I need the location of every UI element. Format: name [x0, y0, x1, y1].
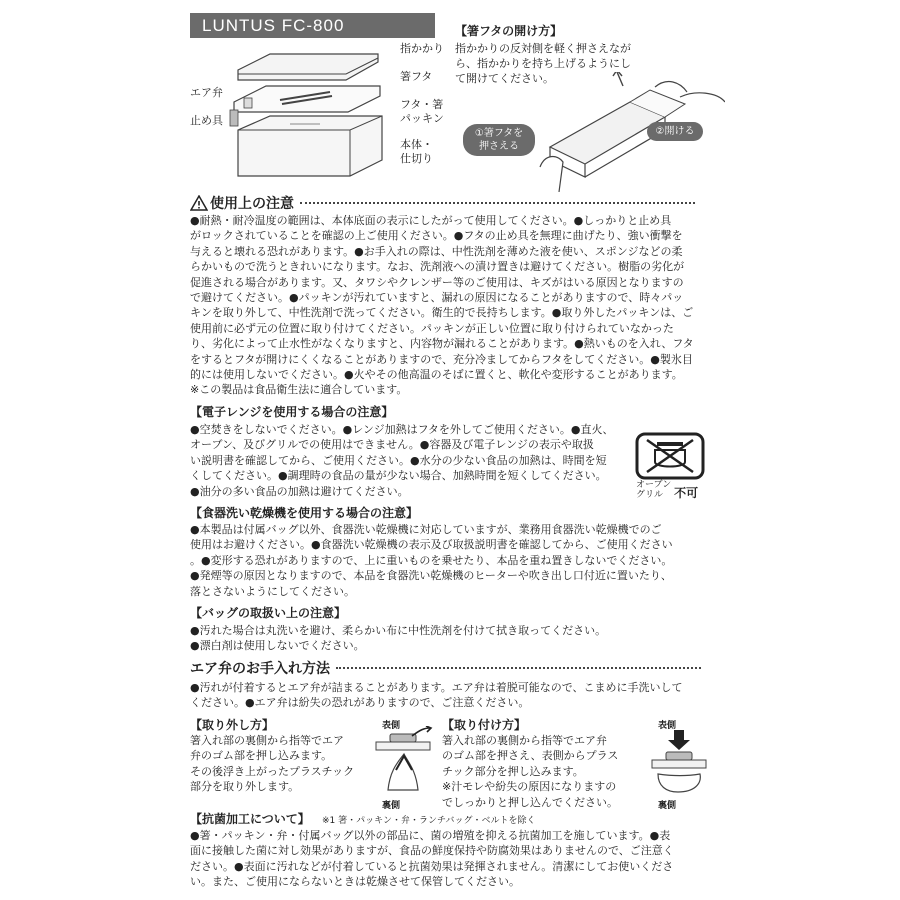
attach-line: チック部分を押し込みます。: [442, 764, 584, 778]
chopstick-lid-title: 【箸フタの開け方】: [455, 24, 563, 38]
step2-label: ②開ける: [655, 126, 695, 137]
dishwasher-line: ●本製品は付属バッグ以外、食器洗い乾燥機に対応していますが、業務用食器洗い乾燥機でのご: [190, 523, 662, 536]
bag-line: ●汚れた場合は丸洗いを避け、柔らかい布に中性洗剤を付けて拭き取ってください。: [190, 624, 607, 637]
step1-label: ①箸フタを 押さえる: [474, 128, 524, 152]
heading-rule: [336, 667, 701, 669]
oven-grill-big: 不可: [674, 486, 699, 500]
remove-line: その後浮き上がったプラスチック: [190, 764, 355, 778]
remove-front-label: 表側: [382, 721, 401, 731]
dishwasher-body: [190, 522, 673, 599]
heading-rule: [300, 202, 695, 204]
remove-valve-illustration: [372, 726, 434, 798]
attach-line: でしっかりと押し込んでください。: [442, 795, 618, 809]
microwave-line: ●空焚きをしないでください。●レンジ加熱はフタを外してご使用ください。●直火、: [190, 423, 614, 436]
antibacterial-line: 面に接触した菌に対し効果がありますが、食品の鮮度保持や防腐効果はありませんので、ご注意く: [190, 844, 674, 858]
dishwasher-line: 使用はお避けください。●食器洗い乾燥機の表示及び取扱説明書を確認してから、ご使用ください: [190, 538, 673, 552]
label-chopstick-lid: 箸フタ: [400, 70, 433, 83]
dishwasher-title: 【食器洗い乾燥機を使用する場合の注意】: [190, 506, 419, 520]
remove-body: [190, 733, 354, 795]
bag-body: [190, 623, 606, 654]
precaution-line: をするとフタが開けにくくなることがありますので、充分冷ましてからフタをしてください。●製氷目: [190, 352, 693, 366]
precaution-line: で避けてください。●パッキンが汚れていますと、漏れの原因になることがありますので、時々パッ: [190, 291, 684, 305]
airvalve-line: ●汚れが付着するとエア弁が詰まることがあります。エア弁は着脱可能なので、こまめに手洗いして: [190, 681, 683, 694]
remove-line: 弁のゴム部を押し込みます。: [190, 749, 333, 763]
label-body: 本体・: [400, 138, 433, 151]
precautions-title: 使用上の注意: [210, 196, 294, 212]
precaution-line: ●耐熱・耐冷温度の範囲は、本体底面の表示にしたがって使用してください。●しっかりと止め具: [190, 214, 672, 227]
attach-valve-illustration: [648, 730, 710, 800]
antibacterial-note: ※1 箸・パッキン・弁・ランチバッグ・ベルトを除く: [322, 816, 536, 826]
precautions-heading: [190, 193, 695, 213]
label-lock: 止め具: [190, 114, 223, 127]
attach-back-label: 裏側: [658, 801, 677, 811]
precautions-body: [190, 213, 694, 398]
microwave-line: くしてください。●調理時の食品の量が少ない場合、加熱時間を短くしてください。: [190, 469, 607, 483]
microwave-line: オーブン、及びグリルでの使用はできません。●容器及び電子レンジの表示や取扱: [190, 438, 594, 452]
label-lid-chopstick: フタ・箸: [400, 98, 444, 111]
remove-back-label: 裏側: [382, 801, 401, 811]
precaution-line: キンを取り外して、中性洗剤で洗ってください。衛生的で長持ちします。●取り外したパッキンは、ご: [190, 306, 694, 320]
microwave-title: 【電子レンジを使用する場合の注意】: [190, 405, 394, 419]
attach-line: ※汁モレや紛失の原因になりますの: [442, 780, 617, 794]
precaution-line: がロックされていることを確認の上ご使用ください。●フタの止め具を無理に曲げたり、強い衝撃を: [190, 229, 683, 243]
model-badge: LUNTUS FC-800: [190, 13, 435, 38]
remove-line: 箸入れ部の裏側から指等でエア: [190, 734, 344, 747]
remove-line: 部分を取り外します。: [190, 780, 300, 794]
product-diagram: [190, 40, 460, 190]
step2-pill: [647, 122, 703, 141]
precaution-line: ※この製品は食品衛生法に適合しています。: [190, 383, 408, 397]
dishwasher-line: ●発煙等の原因となりますので、本品を食器洗い乾燥機のヒーターや吹き出し口付近に置いたり、: [190, 569, 672, 583]
chopstick-lid-desc: 指かかりの反対側を軽く押さえながら、指かかりを持ち上げるようにして開けてください。: [455, 42, 631, 85]
airvalve-body: [190, 680, 683, 711]
chopstick-lid-instructions: [455, 22, 725, 192]
antibacterial-title: 【抗菌加工について】: [190, 812, 310, 826]
label-packing: パッキン: [400, 112, 444, 125]
label-air-valve: エア弁: [190, 86, 223, 99]
oven-grill-label: [636, 480, 698, 500]
precaution-line: 促進される場合があります。又、タワシやクレンザー等のご使用は、キズがはいる原因となりますの: [190, 275, 684, 289]
antibacterial-line: い。また、ご使用にならないときは乾燥させて保管してください。: [190, 875, 520, 889]
precaution-line: 使用前に必ず元の位置に取り付けてください。パッキンが正しい位置に取り付けられていなかった: [190, 321, 674, 335]
oven-grill-small: オーブン グリル: [636, 480, 672, 500]
attach-title: 【取り付け方】: [442, 718, 527, 732]
warning-icon: [190, 195, 208, 211]
precaution-line: 的には使用しないでください。●火やその他高温のそばに置くと、軟化や変形することがあります。: [190, 368, 683, 382]
attach-line: 箸入れ部の裏側から指等でエア弁: [442, 734, 607, 747]
antibacterial-line: ださい。●表面に汚れなどが付着していると抗菌効果は発揮されません。清潔にしてお使いくださ: [190, 859, 674, 873]
label-divider: 仕切り: [400, 152, 433, 165]
airvalve-heading: [190, 658, 701, 678]
dishwasher-line: 落とさないようにしてください。: [190, 584, 355, 598]
bag-title: 【バッグの取扱い上の注意】: [190, 606, 347, 620]
step1-pill: [463, 124, 535, 156]
microwave-line: い説明書を確認してから、ご使用ください。●水分の少ない食品の加熱は、時間を短: [190, 453, 607, 467]
dishwasher-line: 。●変形する恐れがありますので、上に重いものを乗せたり、本品を重ね置きしないでください。: [190, 553, 673, 567]
bag-line: ●漂白剤は使用しないでください。: [190, 639, 365, 653]
airvalve-title: エア弁のお手入れ方法: [190, 661, 330, 677]
label-finger-grip: 指かかり: [400, 42, 444, 55]
attach-body: [442, 733, 618, 810]
remove-title: 【取り外し方】: [190, 718, 275, 732]
antibacterial-line: ●箸・パッキン・弁・付属バッグ以外の部品に、菌の増殖を抑える抗菌加工を施しています。●表: [190, 829, 671, 842]
attach-front-label: 表側: [658, 721, 677, 731]
airvalve-line: ください。●エア弁は紛失の恐れがありますので、ご注意ください。: [190, 696, 530, 710]
precaution-line: 与えると壊れる恐れがあります。●お手入れの際は、中性洗剤を薄めた液を使い、スポンジなどの柔: [190, 244, 683, 258]
antibacterial-body: [190, 828, 674, 890]
attach-line: のゴム部を押さえ、表側からプラス: [442, 749, 619, 763]
microwave-body: [190, 422, 613, 499]
microwave-line: ●油分の多い食品の加熱は避けてください。: [190, 484, 409, 498]
precaution-line: らかいもので洗うときれいになります。なお、洗剤液への漬け置きは避けてください。樹脂の劣化が: [190, 260, 685, 274]
precaution-line: り、劣化によって止水性がなくなりますと、内容物が漏れることがあります。●熱いものを入れ、フタ: [190, 337, 694, 351]
